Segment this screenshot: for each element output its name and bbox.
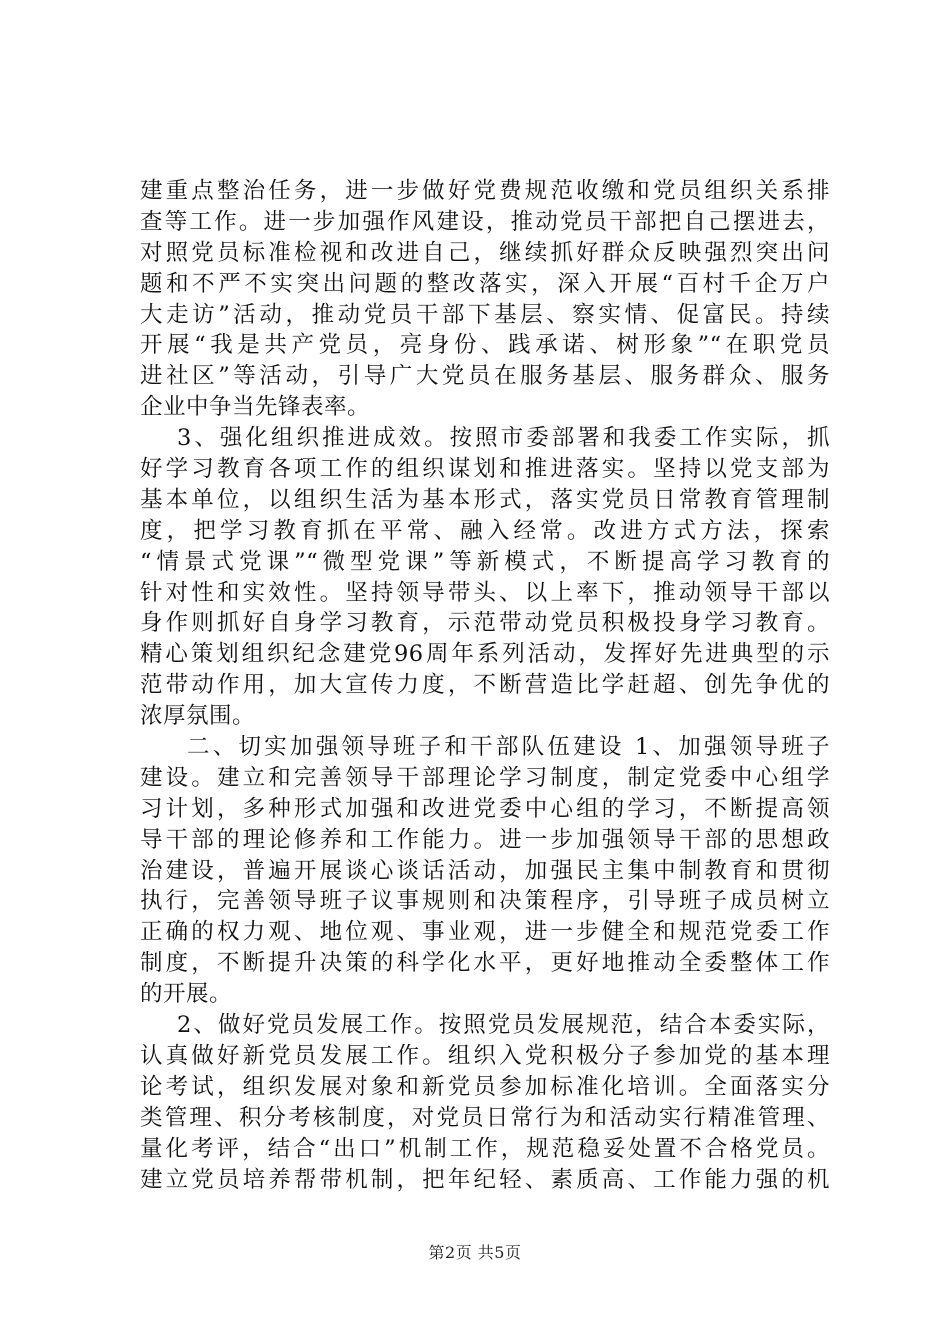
text-line: 认真做好新党员发展工作。组织入党积极分子参加党的基本理 [140, 1042, 830, 1069]
text-line: 度，把学习教育抓在平常、融入经常。改进方式方法，探索 [140, 517, 830, 544]
text-line: 习计划，多种形式加强和改进党委中心组的学习，不断提高领 [140, 795, 830, 822]
text-line: 导干部的理论修养和工作能力。进一步加强领导干部的思想政 [140, 826, 830, 853]
text-line: 身作则抓好自身学习教育，示范带动党员积极投身学习教育。 [140, 610, 830, 637]
page-number-footer: 第2页 共5页 [428, 1243, 522, 1262]
text-line: 基本单位，以组织生活为基本形式，落实党员日常教育管理制 [140, 486, 830, 513]
text-line: 范带动作用，加大宣传力度，不断营造比学赶超、创先争优的 [140, 672, 830, 699]
text-line: “情景式党课”“微型党课”等新模式，不断提高学习教育的 [140, 548, 830, 575]
text-line: 执行，完善领导班子议事规则和决策程序，引导班子成员树立 [140, 888, 830, 915]
text-line: 精心策划组织纪念建党96周年系列活动，发挥好先进典型的示 [140, 641, 830, 668]
text-line: 量化考评，结合“出口”机制工作，规范稳妥处置不合格党员。 [140, 1135, 830, 1162]
text-line: 二、切实加强领导班子和干部队伍建设 1、加强领导班子 [187, 734, 830, 761]
text-line: 3、强化组织推进成效。按照市委部署和我委工作实际，抓 [177, 425, 830, 452]
text-line: 制度，不断提升决策的科学化水平，更好地推动全委整体工作 [140, 950, 830, 977]
text-line: 治建设，普遍开展谈心谈话活动，加强民主集中制教育和贯彻 [140, 857, 830, 884]
text-line: 2、做好党员发展工作。按照党员发展规范，结合本委实际， [177, 1012, 830, 1039]
text-line: 论考试，组织发展对象和新党员参加标准化培训。全面落实分 [140, 1073, 830, 1100]
text-line: 建重点整治任务，进一步做好党费规范收缴和党员组织关系排 [140, 178, 830, 204]
text-line: 类管理、积分考核制度，对党员日常行为和活动实行精准管理、 [140, 1104, 830, 1131]
text-line: 企业中争当先锋表率。 [140, 394, 371, 421]
text-line: 正确的权力观、地位观、事业观，进一步健全和规范党委工作 [140, 919, 830, 946]
text-line: 浓厚氛围。 [140, 703, 256, 730]
text-line: 好学习教育各项工作的组织谋划和推进落实。坚持以党支部为 [140, 456, 830, 483]
text-line: 开展“我是共产党员，亮身份、践承诺、树形象”“在职党员 [140, 332, 830, 359]
text-line: 大走访”活动，推动党员干部下基层、察实情、促富民。持续 [140, 301, 830, 328]
text-line: 查等工作。进一步加强作风建设，推动党员干部把自己摆进去， [140, 208, 830, 235]
text-line: 进社区”等活动，引导广大党员在服务基层、服务群众、服务 [140, 363, 830, 390]
text-line: 对照党员标准检视和改进自己，继续抓好群众反映强烈突出问 [140, 239, 830, 266]
text-line: 建立党员培养帮带机制，把年纪轻、素质高、工作能力强的机 [140, 1166, 830, 1193]
text-line: 建设。建立和完善领导干部理论学习制度，制定党委中心组学 [140, 764, 830, 791]
text-line: 的开展。 [140, 981, 233, 1008]
document-body [140, 176, 830, 1195]
text-line: 针对性和实效性。坚持领导带头、以上率下，推动领导干部以 [140, 579, 830, 606]
text-line: 题和不严不实突出问题的整改落实，深入开展“百村千企万户 [140, 270, 830, 297]
